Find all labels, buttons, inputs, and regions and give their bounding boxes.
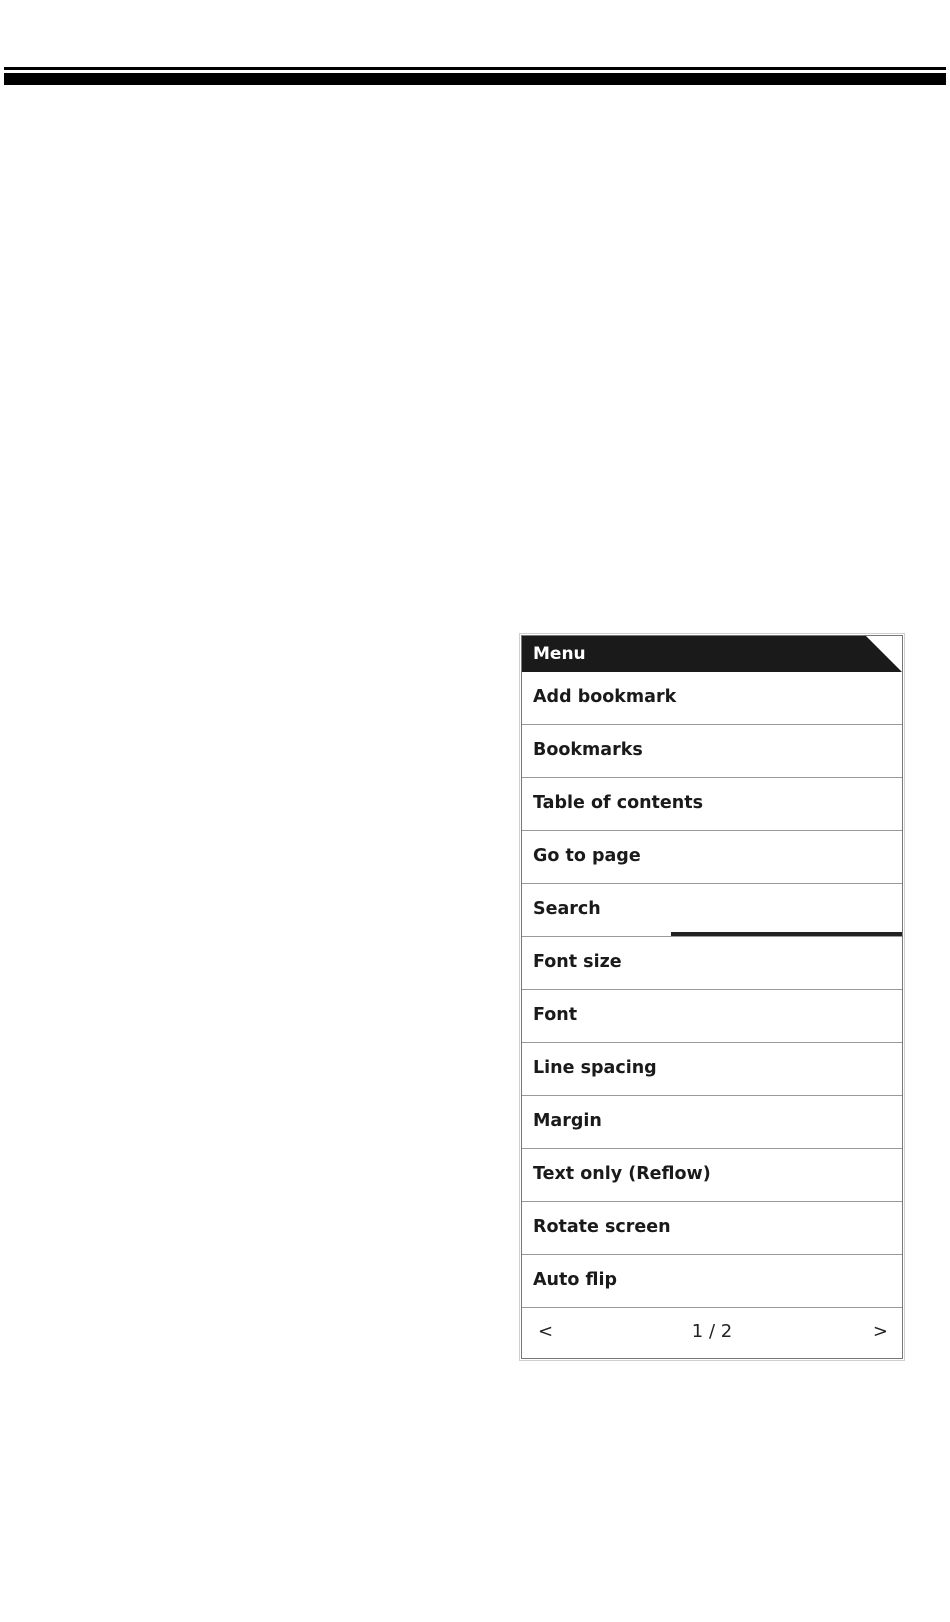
menu-item-label: Bookmarks (533, 740, 643, 760)
menu-item-label: Line spacing (533, 1058, 657, 1078)
menu-panel (521, 635, 903, 1359)
previous-page-button[interactable]: < (538, 1321, 554, 1342)
menu-item-line-spacing[interactable] (522, 1043, 902, 1096)
menu-item-table-of-contents[interactable] (522, 778, 902, 831)
menu-item-font-size[interactable] (522, 937, 902, 990)
next-page-button[interactable]: > (872, 1321, 888, 1342)
menu-item-label: Text only (Reflow) (533, 1164, 711, 1184)
menu-item-bookmarks[interactable] (522, 725, 902, 778)
page-indicator: 1 / 2 (691, 1321, 733, 1342)
menu-item-go-to-page[interactable] (522, 831, 902, 884)
menu-list (522, 672, 902, 1308)
menu-header (522, 636, 902, 672)
header-rule (4, 67, 946, 85)
menu-pager (522, 1308, 902, 1358)
menu-item-margin[interactable] (522, 1096, 902, 1149)
menu-item-font[interactable] (522, 990, 902, 1043)
menu-corner-notch (866, 636, 902, 672)
menu-item-label: Search (533, 899, 601, 919)
menu-item-label: Margin (533, 1111, 602, 1131)
menu-item-label: Font (533, 1005, 578, 1025)
menu-item-label: Font size (533, 952, 622, 972)
menu-item-auto-flip[interactable] (522, 1255, 902, 1308)
header-rule-thin (4, 67, 946, 70)
menu-item-rotate-screen[interactable] (522, 1202, 902, 1255)
menu-item-label: Auto flip (533, 1270, 617, 1290)
menu-item-label: Go to page (533, 846, 641, 866)
menu-item-label: Rotate screen (533, 1217, 671, 1237)
menu-item-add-bookmark[interactable] (522, 672, 902, 725)
header-rule-thick (4, 73, 946, 85)
menu-item-label: Table of contents (533, 793, 704, 813)
menu-item-search[interactable] (522, 884, 902, 937)
menu-title: Menu (533, 644, 586, 664)
menu-item-label: Add bookmark (533, 687, 677, 707)
menu-item-text-only-reflow[interactable] (522, 1149, 902, 1202)
